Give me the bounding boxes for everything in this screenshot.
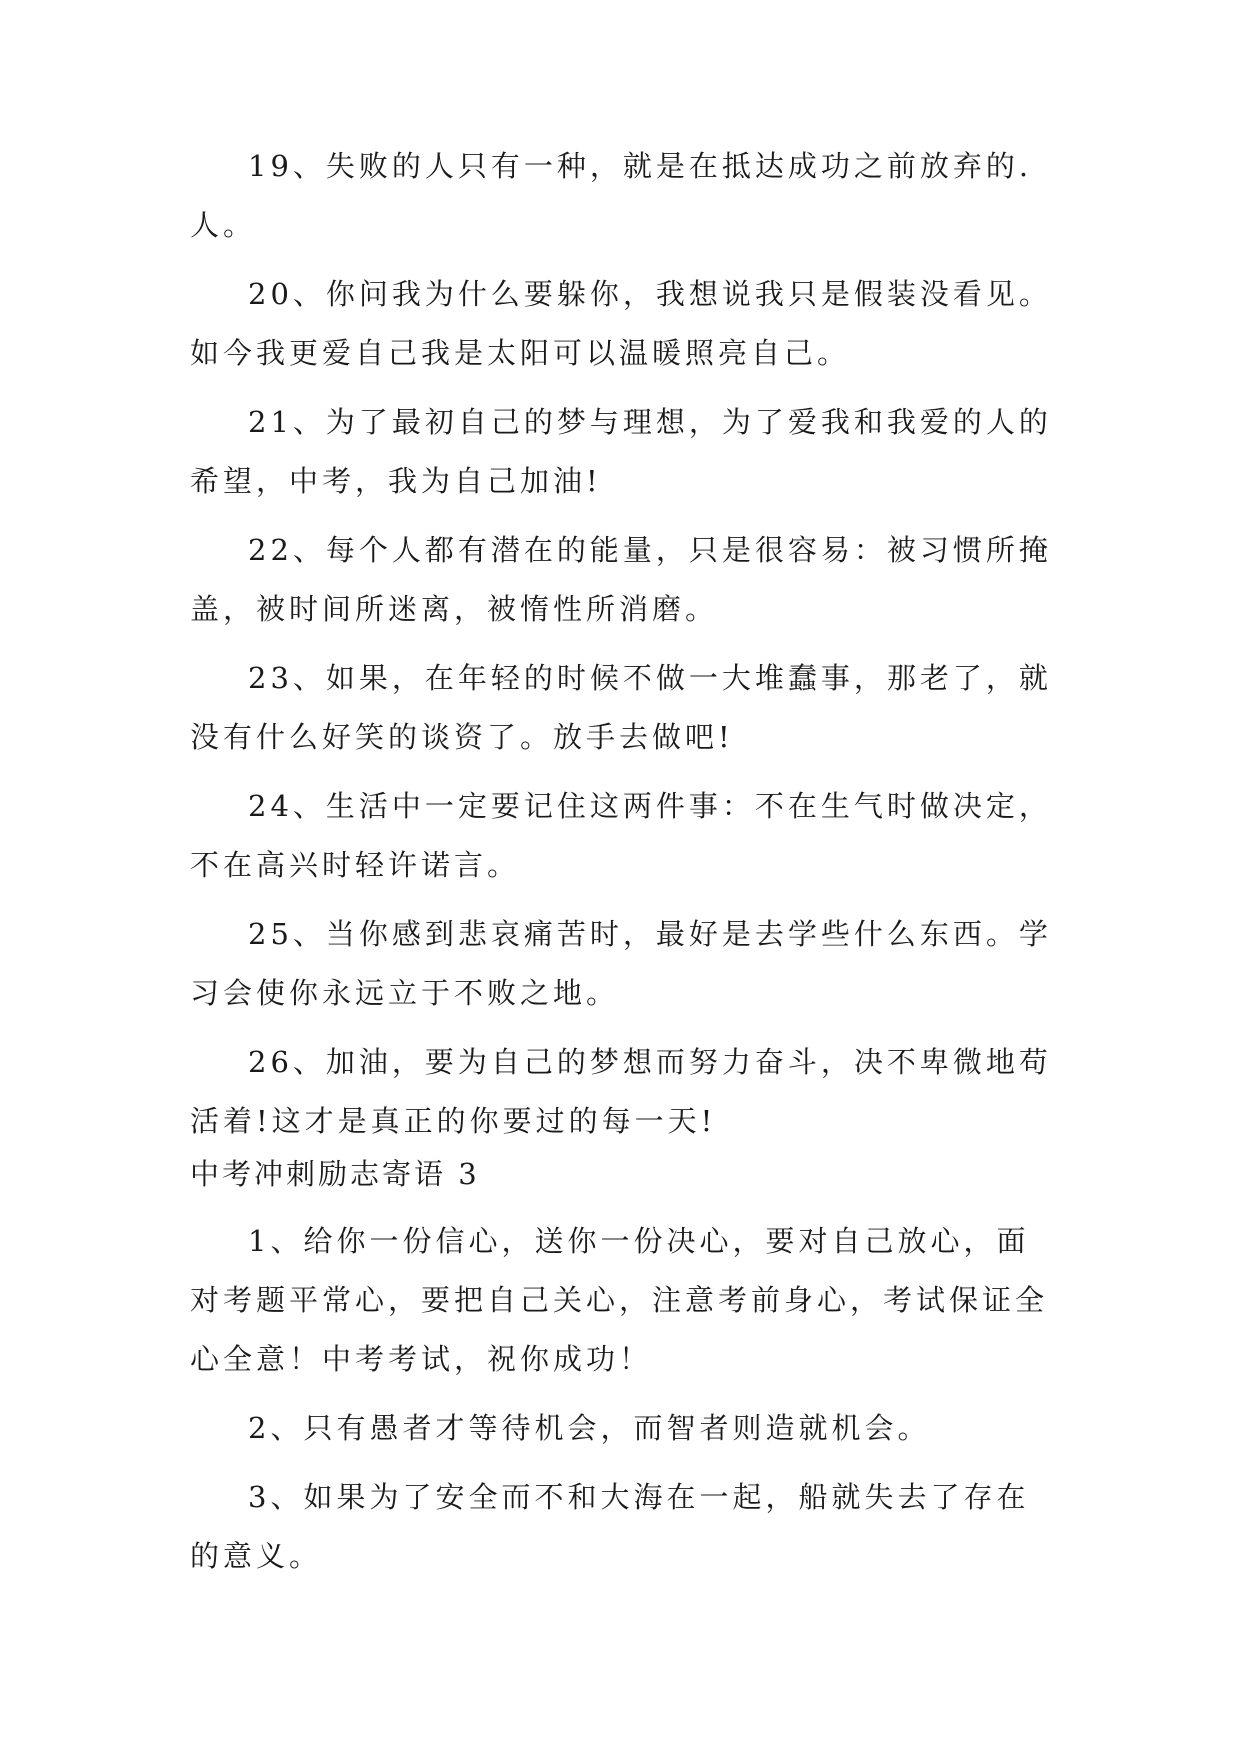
quote-20: 20、你问我为什么要躲你，我想说我只是假装没看见。如今我更爱自己我是太阳可以温暖照亮自己。 — [190, 277, 1052, 370]
quote-1: 1、给你一份信心，送你一份决心，要对自己放心，面对考题平常心，要把自己关心，注意考前身心，考试保证全心全意！中考考试，祝你成功！ — [190, 1224, 1049, 1376]
quote-23: 23、如果，在年轻的时候不做一大堆蠢事，那老了，就没有什么好笑的谈资了。放手去做吧! — [190, 661, 1052, 754]
quote-list-continued — [190, 137, 1060, 1151]
section-heading: 中考冲刺励志寄语 3 — [190, 1157, 480, 1191]
quote-21: 21、为了最初自己的梦与理想，为了爱我和我爱的人的希望，中考，我为自己加油! — [190, 405, 1052, 498]
section-3 — [190, 1145, 1060, 1586]
quote-25: 25、当你感到悲哀痛苦时，最好是去学些什么东西。学习会使你永远立于不败之地。 — [190, 917, 1052, 1010]
quote-3: 3、如果为了安全而不和大海在一起，船就失去了存在的意义。 — [190, 1480, 1030, 1573]
quote-24: 24、生活中一定要记住这两件事：不在生气时做决定，不在高兴时轻许诺言。 — [190, 789, 1052, 882]
quote-2: 2、只有愚者才等待机会，而智者则造就机会。 — [248, 1411, 931, 1445]
quote-26: 26、加油，要为自己的梦想而努力奋斗，决不卑微地苟活着!这才是真正的你要过的每一天! — [190, 1045, 1052, 1138]
quote-19: 19、失败的人只有一种，就是在抵达成功之前放弃的.人。 — [190, 149, 1033, 242]
quote-22: 22、每个人都有潜在的能量，只是很容易：被习惯所掩盖，被时间所迷离，被惰性所消磨。 — [190, 533, 1052, 626]
